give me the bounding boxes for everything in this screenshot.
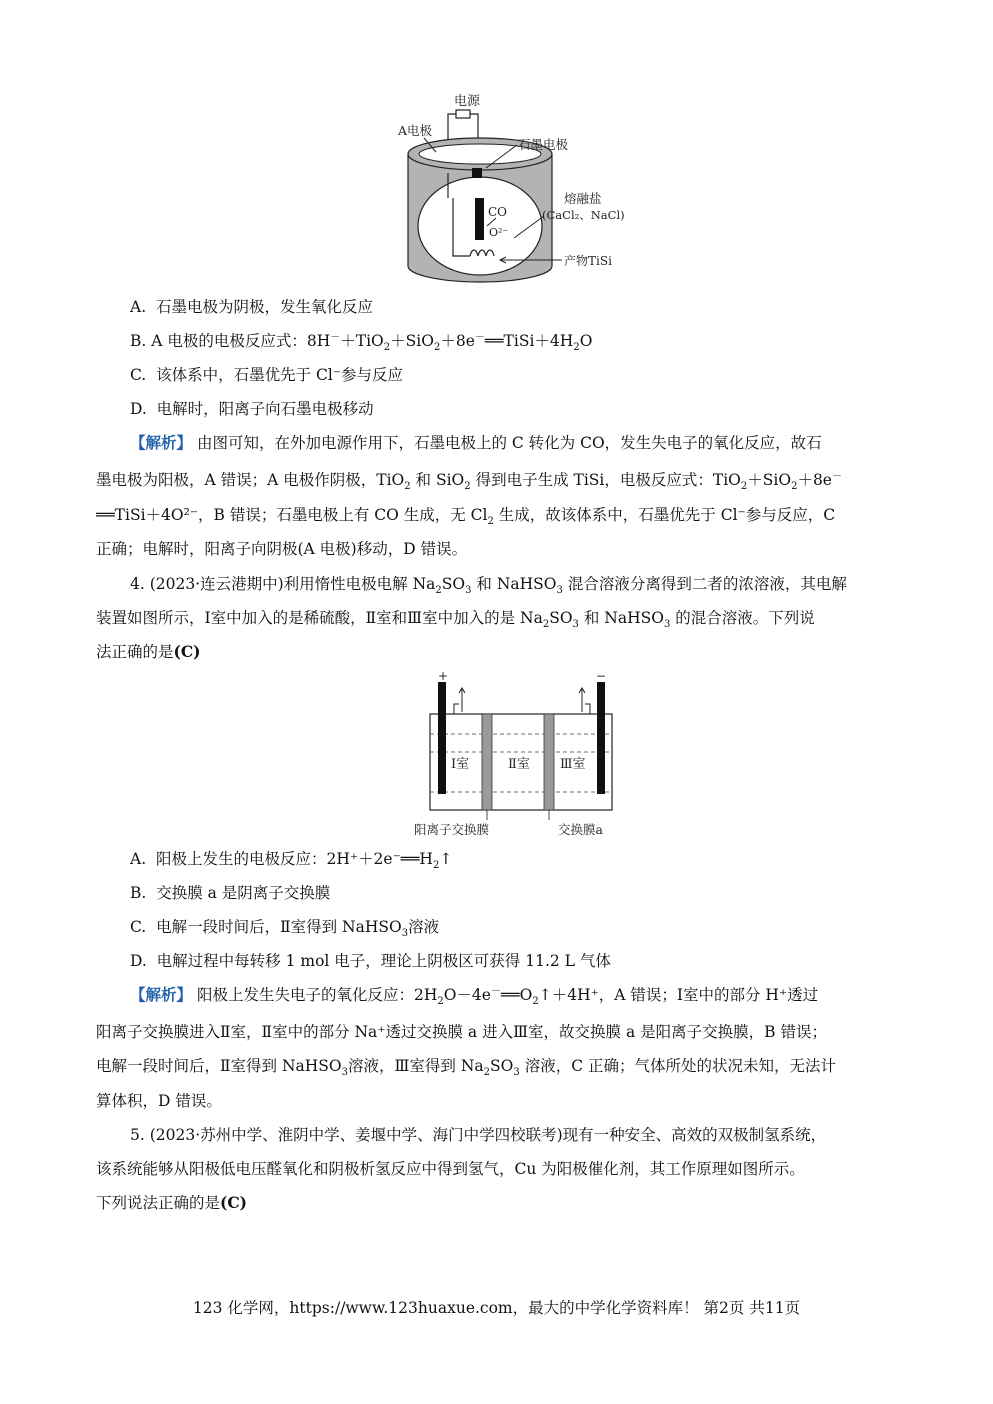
power-source bbox=[456, 110, 470, 118]
page-footer: 123 化学网，https://www.123huaxue.com，最大的中学化学资料库！ 第2页 共11页 bbox=[192, 1299, 801, 1317]
q4-option-a: A. 阳极上发生的电极反应：$2H^++2e^-══H_2↑$ bbox=[130, 850, 453, 869]
o2-label: O²⁻ bbox=[489, 226, 509, 239]
room-1-label: Ⅰ室 bbox=[451, 757, 470, 772]
option-text: 电解一段时间后，Ⅱ室得到 NaHSO bbox=[156, 918, 402, 936]
analysis-text: 墨电极为阳极，A 错误；A 电极作阴极，TiO bbox=[96, 471, 405, 489]
analysis-tag: 【解析】 bbox=[130, 433, 193, 452]
option-letter: D. bbox=[130, 400, 147, 418]
a-electrode-label: A电极 bbox=[398, 123, 433, 138]
q3-option-c bbox=[130, 365, 930, 385]
option-letter: C. bbox=[130, 918, 147, 936]
cathode bbox=[597, 682, 605, 794]
answer: (C) bbox=[173, 642, 201, 661]
cation-exchange-membrane bbox=[482, 714, 492, 810]
stem-text: 5. (2023·苏州中学、淮阴中学、姜堰中学、海门中学四校联考)现有一种安全、高效的双极制氢系统， bbox=[130, 1126, 827, 1144]
analysis-text: ↑＋4H⁺，A 错误；Ⅰ室中的部分 H⁺透过 bbox=[538, 986, 819, 1004]
analysis-text: 算体积，D 错误。 bbox=[96, 1092, 222, 1110]
graphite-electrode bbox=[475, 198, 484, 240]
analysis-text: 阳极上发生失电子的氧化反应：2H bbox=[196, 986, 438, 1004]
analysis-text: 得到电子生成 TiSi，电极反应式：TiO bbox=[475, 471, 741, 489]
plus-sign: + bbox=[438, 672, 449, 683]
q4-analysis-line-4 bbox=[96, 1091, 896, 1111]
q3-option-a bbox=[130, 297, 930, 317]
q4-analysis-line-3: 电解一段时间后，Ⅱ室得到 NaHSO$_3$溶液，Ⅲ室得到 $Na_2SO_3$ 溶液，C 正确；气体所处的状况未知，无法计 bbox=[96, 1057, 836, 1076]
stem-text: 下列说法正确的是 bbox=[96, 1194, 221, 1212]
gas-outlet-right bbox=[585, 704, 590, 714]
gas-arrow-left bbox=[459, 688, 465, 712]
analysis-tag: 【解析】 bbox=[130, 985, 193, 1004]
room-3-label: Ⅲ室 bbox=[560, 757, 586, 772]
q4-option-d bbox=[130, 951, 930, 971]
option-text: 石墨电极为阴极，发生氧化反应 bbox=[155, 298, 373, 316]
molten-salt-formula: (CaCl₂、NaCl) bbox=[542, 208, 625, 222]
option-letter: B. bbox=[130, 884, 147, 902]
stem-text: 混合溶液分离得到二者的浓溶液，其电解 bbox=[567, 575, 847, 593]
membrane-left-label: 阳离子交换膜 bbox=[414, 822, 490, 837]
q4-option-c: C. 电解一段时间后，Ⅱ室得到 NaHSO$_3$溶液 bbox=[130, 918, 440, 937]
option-text: 阳极上发生的电极反应：2H⁺＋2e⁻══H bbox=[155, 850, 433, 868]
analysis-text: 溶液，Ⅲ室得到 Na bbox=[347, 1057, 484, 1075]
membrane-right-label: 交换膜a bbox=[558, 822, 603, 837]
power-label: 电源 bbox=[454, 94, 481, 109]
stem-text: 法正确的是 bbox=[96, 643, 174, 661]
option-text: 该体系中，石墨优先于 Cl⁻参与反应 bbox=[156, 366, 404, 384]
q3-analysis-line-2: 墨电极为阳极，A 错误；A 电极作阴极，TiO$_2$ 和 SiO$_2$ 得到电子生成 TiSi，电极反应式：TiO$_2$＋SiO$_2$＋8e－ bbox=[96, 470, 842, 490]
stem-text: 4. (2023·连云港期中)利用惰性电极电解 Na bbox=[130, 575, 436, 593]
option-letter: A. bbox=[130, 298, 147, 316]
q4-stem-line-2: 装置如图所示，Ⅰ室中加入的是稀硫酸，Ⅱ室和Ⅲ室中加入的是 $Na_2SO_3$ 和 NaHSO$_3$ 的混合溶液。下列说 bbox=[96, 609, 815, 628]
stem-text: 装置如图所示，Ⅰ室中加入的是稀硫酸，Ⅱ室和Ⅲ室中加入的是 Na bbox=[96, 609, 543, 627]
figure-three-chamber-cell bbox=[410, 672, 620, 840]
figure-molten-salt-cell bbox=[396, 88, 646, 286]
q3-analysis-line-3: ══TiSi＋4O²⁻，B 错误；石墨电极上有 CO 生成，无 $Cl_2$ 生成，故该体系中，石墨优先于 Cl⁻参与反应，C bbox=[96, 506, 836, 525]
gas-outlet-left bbox=[454, 704, 459, 714]
molten-salt-label: 熔融盐 bbox=[564, 191, 602, 206]
analysis-text: 溶液，C 正确；气体所处的状况未知，无法计 bbox=[524, 1057, 836, 1075]
analysis-text: 正确；电解时，阳离子向阴极(A 电极)移动，D 错误。 bbox=[96, 540, 468, 558]
q4-analysis-line-1: 【解析】 阳极上发生失电子的氧化反应：$2H_2O-4e^-══O_2↑+4H^+$，A 错误；Ⅰ室中的部分 H⁺透过 bbox=[130, 985, 819, 1005]
q4-stem-line-3 bbox=[96, 642, 896, 662]
room-2-label: Ⅱ室 bbox=[508, 757, 530, 772]
option-letter: A. bbox=[130, 850, 147, 868]
q5-stem-line-2 bbox=[96, 1159, 896, 1179]
q3-option-d bbox=[130, 399, 930, 419]
analysis-text: 电解一段时间后，Ⅱ室得到 NaHSO bbox=[96, 1057, 342, 1075]
analysis-text: 由图可知，在外加电源作用下，石墨电极上的 C 转化为 CO，发生失电子的氧化反应，故石 bbox=[196, 434, 822, 452]
stem-text: 该系统能够从阳极低电压醛氧化和阴极析氢反应中得到氢气，Cu 为阳极催化剂，其工作原理如图所示。 bbox=[96, 1160, 805, 1178]
answer: (C) bbox=[220, 1193, 248, 1212]
graphite-top-marker bbox=[472, 168, 482, 178]
analysis-text: 阳离子交换膜进入Ⅱ室，Ⅱ室中的部分 Na⁺透过交换膜 a 进入Ⅲ室，故交换膜 a 是阳离子交换膜，B 错误； bbox=[96, 1023, 827, 1041]
option-letter: C. bbox=[130, 366, 147, 384]
option-text-rest: TiSi＋4H bbox=[503, 332, 574, 350]
option-letter: D. bbox=[130, 952, 147, 970]
option-letter: B. bbox=[130, 332, 147, 350]
minus-sign: − bbox=[596, 672, 607, 683]
q4-option-b bbox=[130, 883, 930, 903]
option-text: 电解过程中每转移 1 mol 电子，理论上阴极区可获得 11.2 L 气体 bbox=[156, 952, 611, 970]
option-text: 交换膜 a 是阴离子交换膜 bbox=[156, 884, 331, 902]
product-label: 产物TiSi bbox=[564, 254, 612, 268]
q5-stem-line-1 bbox=[130, 1125, 930, 1145]
option-text: 电解时，阳离子向石墨电极移动 bbox=[156, 400, 374, 418]
analysis-text: 生成，故该体系中，石墨优先于 Cl⁻参与反应，C bbox=[498, 506, 836, 524]
co-label: CO bbox=[488, 205, 508, 219]
q4-stem-line-1: 4. (2023·连云港期中)利用惰性电极电解 $Na_2SO_3$ 和 NaHSO$_3$ 混合溶液分离得到二者的浓溶液，其电解 bbox=[130, 575, 847, 594]
analysis-text: ══TiSi＋4O²⁻，B 错误；石墨电极上有 CO 生成，无 Cl bbox=[96, 506, 488, 524]
anode bbox=[438, 682, 446, 794]
q5-stem-line-3 bbox=[96, 1193, 896, 1213]
q3-analysis-line-4 bbox=[96, 539, 896, 559]
graphite-label: 石墨电极 bbox=[518, 137, 569, 152]
q3-option-b: B. A 电极的电极反应式：$8H^-+TiO_2+SiO_2+8e^-══TiSi+4H_2O$ bbox=[130, 331, 593, 351]
exchange-membrane-a bbox=[544, 714, 554, 810]
stem-text: 的混合溶液。下列说 bbox=[675, 609, 815, 627]
q3-analysis-line-1 bbox=[130, 433, 930, 453]
gas-arrow-right bbox=[579, 688, 585, 712]
option-text-pre: A 电极的电极反应式：8H bbox=[151, 332, 331, 350]
q4-analysis-line-2 bbox=[96, 1022, 896, 1042]
